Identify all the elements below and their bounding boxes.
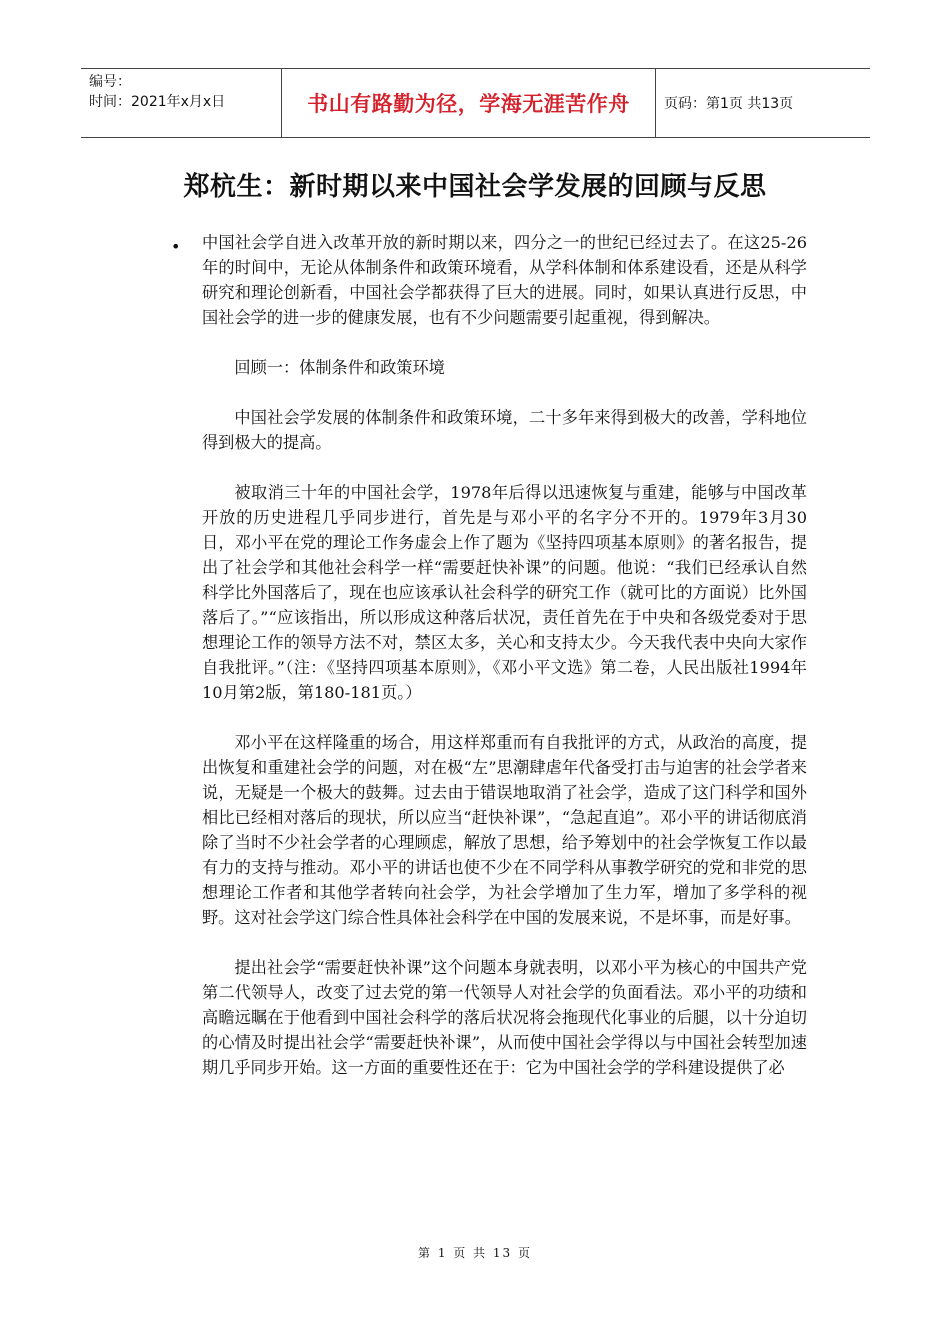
document-title: 郑杭生：新时期以来中国社会学发展的回顾与反思 — [183, 172, 767, 202]
body-paragraph: 被取消三十年的中国社会学，1978年后得以迅速恢复与重建，能够与中国改革开放的历史进程几乎同步进行，首先是与邓小平的名字分不开的。1979年3月30日，邓小平在党的理论工作务虚会上作了题为《坚持四项基本原则》的著名报告，提出了社会学和其他社会科学一样“需要赶快补课”的问题。他说：“我们已经承认自然科学比外国落后了，现在也应该承认社会科学的研究工作（就可比的方面说）比外国落后了。”“应该指出，所以形成这种落后状况，责任首先在于中央和各级党委对于思想理论工作的领导方法不对，禁区太多，关心和支持太少。今天我代表中央向大家作自我批评。”（注：《坚持四项基本原则》，《邓小平文选》第二卷，人民出版社1994年10月第2版，第180-181页。） — [202, 483, 807, 702]
body-paragraph: 邓小平在这样隆重的场合，用这样郑重而有自我批评的方式，从政治的高度，提出恢复和重建社会学的问题，对在极“左”思潮肆虐年代备受打击与迫害的社会学者来说，无疑是一个极大的鼓舞。过去由于错误地取消了社会学，造成了这门科学和国外相比已经相对落后的现状，所以应当“赶快补课”，“急起直追”。邓小平的讲话彻底消除了当时不少社会学者的心理顾虑，解放了思想，给予筹划中的社会学恢复工作以最有力的支持与推动。邓小平的讲话也使不少在不同学科从事教学研究的党和非党的思想理论工作者和其他学者转向社会学，为社会学增加了生力军，增加了多学科的视野。这对社会学这门综合性具体社会科学在中国的发展来说，不是坏事，而是好事。 — [202, 733, 807, 927]
intro-paragraph: 中国社会学自进入改革开放的新时期以来，四分之一的世纪已经过去了。在这25-26年的时间中，无论从体制条件和政策环境看，从学科体制和体系建设看，还是从科学研究和理论创新看，中国社会学都获得了巨大的进展。同时，如果认真进行反思，中国社会学的进一步的健康发展，也有不少问题需要引起重视，得到解决。 — [202, 233, 807, 327]
header-motto: 书山有路勤为径，学海无涯苦作舟 — [282, 69, 656, 137]
document-number-label: 编号： — [89, 74, 131, 90]
document-body — [202, 230, 807, 1080]
document-header — [81, 68, 870, 138]
page-footer: 第 1 页 共 13 页 — [418, 1246, 532, 1260]
header-meta-cell — [81, 69, 282, 137]
body-paragraph: 中国社会学发展的体制条件和政策环境，二十多年来得到极大的改善，学科地位得到极大的提高。 — [202, 408, 807, 452]
document-date-label: 时间：2021年x月x日 — [89, 94, 226, 110]
bullet-marker: • — [171, 237, 181, 256]
header-page-info: 页码：第1页 共13页 — [664, 96, 794, 112]
body-paragraph: 提出社会学“需要赶快补课”这个问题本身就表明，以邓小平为核心的中国共产党第二代领导人，改变了过去党的第一代领导人对社会学的负面看法。邓小平的功绩和高瞻远瞩在于他看到中国社会科学的落后状况将会拖现代化事业的后腿，以十分迫切的心情及时提出社会学“需要赶快补课”，从而使中国社会学得以与中国社会转型加速期几乎同步开始。这一方面的重要性还在于：它为中国社会学的学科建设提供了必 — [202, 958, 807, 1077]
section-heading: 回顾一：体制条件和政策环境 — [234, 358, 445, 377]
